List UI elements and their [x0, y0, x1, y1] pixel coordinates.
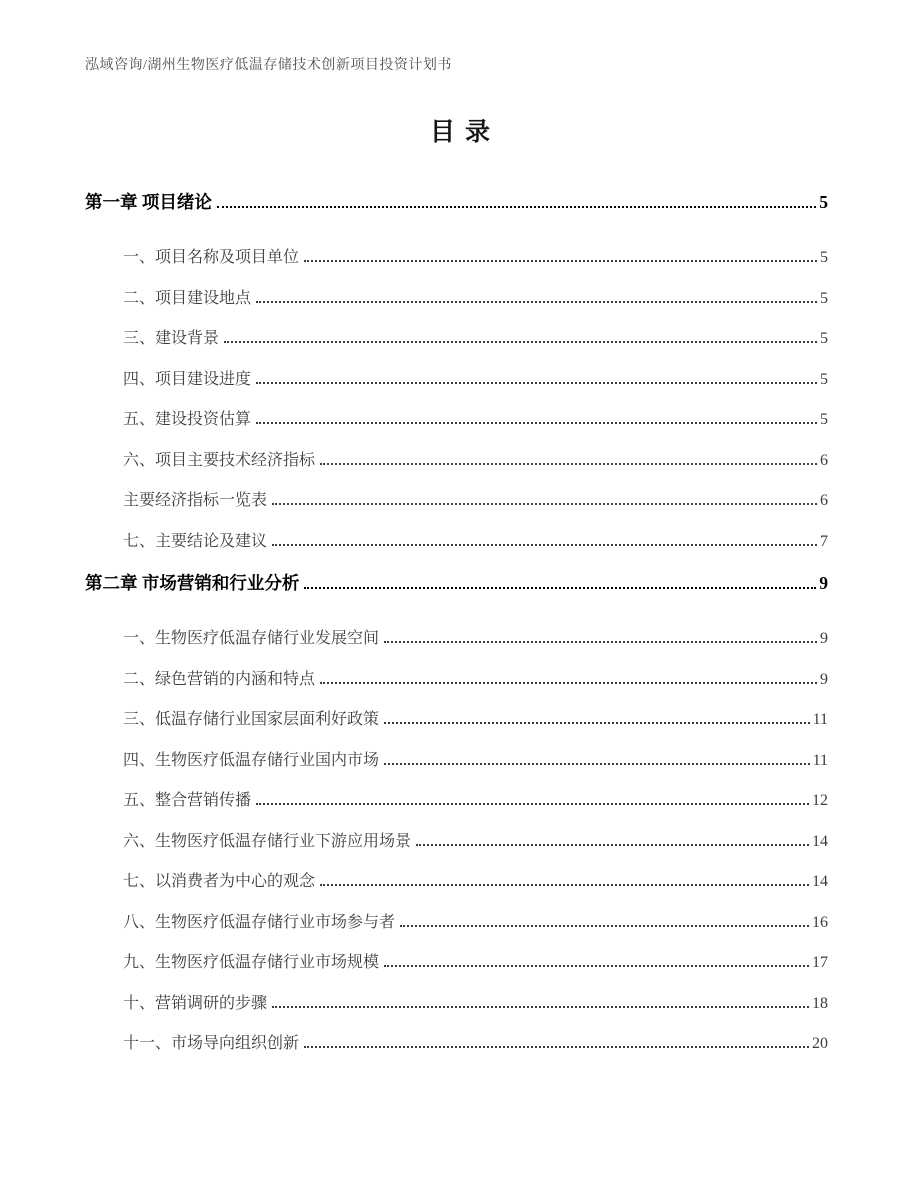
dot-leader [256, 422, 817, 424]
toc-chapter-row [85, 190, 828, 215]
dot-leader [256, 301, 817, 303]
toc-item-label: 十、营销调研的步骤 [123, 994, 268, 1012]
toc-item-page-number: 7 [820, 532, 828, 550]
dot-leader [256, 803, 809, 805]
toc-item-row [85, 912, 828, 934]
toc-item-row [85, 450, 828, 472]
toc-chapter-row [85, 571, 828, 596]
toc-item-page-number: 14 [812, 832, 828, 850]
toc-chapter-block [85, 190, 828, 553]
dot-leader [272, 503, 817, 505]
table-of-contents [85, 190, 828, 1074]
dot-leader [384, 763, 810, 765]
toc-item-row [85, 790, 828, 812]
toc-item-label: 四、生物医疗低温存储行业国内市场 [123, 751, 380, 769]
toc-item-label: 五、整合营销传播 [123, 792, 252, 809]
toc-item-label: 七、主要结论及建议 [123, 532, 268, 550]
toc-item-row [85, 709, 828, 731]
dot-leader [272, 1006, 809, 1008]
toc-item-label: 一、生物医疗低温存储行业发展空间 [123, 630, 380, 647]
toc-item-page-number: 18 [812, 994, 828, 1012]
toc-item-label: 六、项目主要技术经济指标 [123, 451, 316, 469]
toc-item-page-number: 5 [820, 249, 828, 266]
dot-leader [256, 382, 817, 384]
dot-leader [384, 722, 810, 724]
toc-item-label: 三、建设背景 [123, 330, 220, 347]
toc-chapter-label: 第二章 市场营销和行业分析 [85, 573, 300, 593]
toc-item-row [85, 669, 828, 691]
toc-chapter-block [85, 571, 828, 1055]
toc-item-row [85, 531, 828, 553]
toc-item-label: 主要经济指标一览表 [123, 492, 268, 509]
dot-leader [416, 844, 809, 846]
toc-item-page-number: 5 [820, 370, 828, 388]
page-title: 目录 [429, 119, 500, 146]
toc-item-page-number: 11 [812, 751, 828, 769]
toc-item-label: 六、生物医疗低温存储行业下游应用场景 [123, 832, 412, 850]
toc-item-row [85, 490, 828, 512]
toc-item-row [85, 871, 828, 893]
toc-item-row [85, 952, 828, 974]
toc-item-page-number: 9 [820, 670, 828, 688]
dot-leader [320, 884, 809, 886]
toc-item-label: 二、项目建设地点 [123, 289, 252, 307]
toc-item-label: 五、建设投资估算 [123, 411, 252, 428]
toc-item-page-number: 17 [812, 954, 828, 971]
toc-chapter-label: 第一章 项目绪论 [85, 192, 212, 212]
toc-item-row [85, 993, 828, 1015]
toc-item-row [85, 750, 828, 772]
toc-item-page-number: 5 [820, 330, 828, 347]
toc-item-label: 三、低温存储行业国家层面利好政策 [123, 711, 380, 728]
toc-item-row [85, 288, 828, 310]
toc-item-page-number: 6 [820, 451, 828, 469]
dot-leader [304, 1046, 809, 1048]
toc-item-page-number: 5 [820, 411, 828, 428]
toc-item-page-number: 9 [820, 630, 828, 647]
dot-leader [304, 260, 817, 262]
toc-item-label: 十一、市场导向组织创新 [123, 1035, 300, 1052]
toc-item-row [85, 328, 828, 350]
toc-item-label: 四、项目建设进度 [123, 370, 252, 388]
toc-item-page-number: 14 [812, 873, 828, 890]
dot-leader [320, 463, 817, 465]
toc-item-page-number: 5 [820, 289, 828, 307]
toc-item-row [85, 369, 828, 391]
toc-item-label: 九、生物医疗低温存储行业市场规模 [123, 954, 380, 971]
dot-leader [384, 641, 817, 643]
toc-item-label: 一、项目名称及项目单位 [123, 249, 300, 266]
toc-item-page-number: 16 [812, 913, 828, 931]
document-header-text: 泓域咨询/湖州生物医疗低温存储技术创新项目投资计划书 [85, 58, 452, 73]
toc-item-label: 二、绿色营销的内涵和特点 [123, 670, 316, 688]
toc-item-row [85, 409, 828, 431]
toc-item-row [85, 831, 828, 853]
dot-leader [320, 682, 817, 684]
dot-leader [217, 206, 816, 208]
toc-item-row [85, 247, 828, 269]
toc-item-page-number: 20 [812, 1035, 828, 1052]
dot-leader [400, 925, 809, 927]
dot-leader [224, 341, 817, 343]
toc-item-label: 八、生物医疗低温存储行业市场参与者 [123, 913, 396, 931]
toc-item-page-number: 12 [812, 792, 828, 809]
toc-chapter-page-number: 5 [819, 192, 828, 212]
dot-leader [304, 587, 816, 589]
toc-item-row [85, 628, 828, 650]
dot-leader [272, 544, 817, 546]
toc-item-label: 七、以消费者为中心的观念 [123, 873, 316, 890]
dot-leader [384, 965, 809, 967]
toc-chapter-page-number: 9 [819, 573, 828, 593]
toc-item-page-number: 11 [812, 711, 828, 728]
toc-item-page-number: 6 [820, 492, 828, 509]
toc-item-row [85, 1033, 828, 1055]
